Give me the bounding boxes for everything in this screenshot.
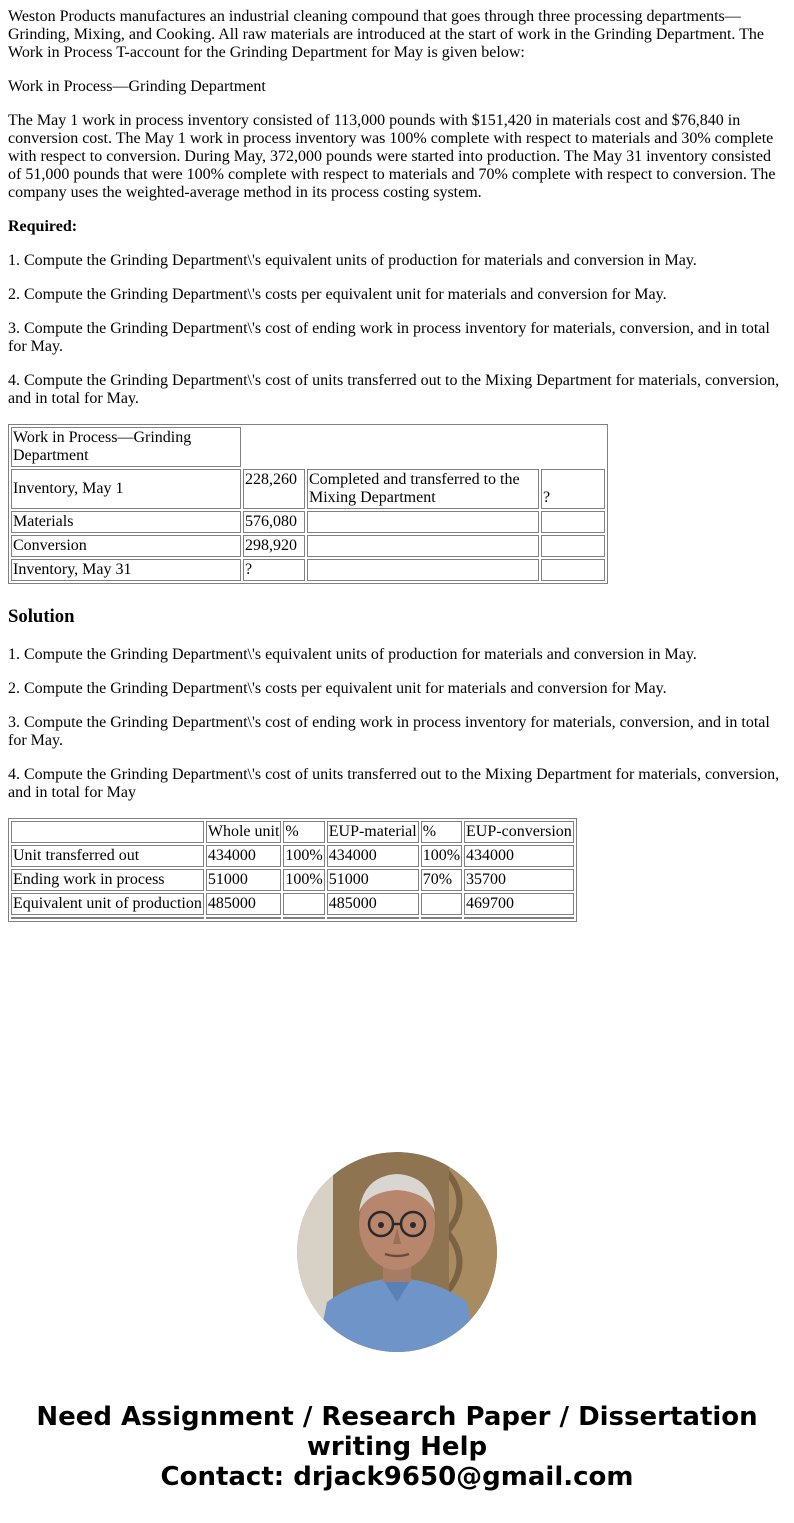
account-title-text: Work in Process—Grinding Department bbox=[8, 78, 266, 95]
solution-question-1: 1. Compute the Grinding Department\'s equivalent units of production for materials and conversion in May. bbox=[8, 646, 697, 663]
author-photo bbox=[297, 1152, 497, 1352]
table-row bbox=[11, 469, 605, 509]
table-row bbox=[11, 893, 574, 915]
row-amount: 576,080 bbox=[243, 511, 305, 533]
question-1: 1. Compute the Grinding Department\'s equivalent units of production for materials and conversion in May. bbox=[8, 252, 697, 269]
table-cell: 434000 bbox=[206, 845, 282, 867]
table-cell: 100% bbox=[283, 845, 324, 867]
table-cell: 434000 bbox=[464, 845, 574, 867]
table-cell: 51000 bbox=[206, 869, 282, 891]
credit-amount bbox=[541, 535, 605, 557]
required-label: Required: bbox=[8, 218, 78, 235]
table-cell: 70% bbox=[421, 869, 462, 891]
credit-amount bbox=[541, 511, 605, 533]
cta-line-1: Need Assignment / Research Paper / Dissertation bbox=[36, 1402, 758, 1432]
row-label: Materials bbox=[11, 511, 241, 533]
header-cell: EUP-conversion bbox=[464, 821, 574, 843]
header-cell: EUP-material bbox=[327, 821, 419, 843]
row-amount: 298,920 bbox=[243, 535, 305, 557]
table-cell: 35700 bbox=[464, 869, 574, 891]
eup-header-row bbox=[11, 821, 574, 843]
credit-label bbox=[307, 559, 539, 581]
contact-banner bbox=[0, 1402, 794, 1492]
cta-line-2: writing Help bbox=[306, 1432, 488, 1462]
table-cell: 100% bbox=[421, 845, 462, 867]
solution-question-4: 4. Compute the Grinding Department\'s cost of units transferred out to the Mixing Department for materials, conversion, and in total for May bbox=[8, 766, 780, 801]
table-cell: 485000 bbox=[206, 893, 282, 915]
table-cell: Equivalent unit of production bbox=[11, 893, 204, 915]
row-amount: ? bbox=[243, 559, 305, 581]
table-row bbox=[11, 535, 605, 557]
author-avatar bbox=[297, 1152, 497, 1352]
credit-label bbox=[307, 511, 539, 533]
row-label: Inventory, May 31 bbox=[11, 559, 241, 581]
footer bbox=[0, 1152, 794, 1492]
table-row-empty bbox=[11, 917, 574, 919]
question-3: 3. Compute the Grinding Department\'s cost of ending work in process inventory for materials, conversion, and in total for May. bbox=[8, 320, 770, 355]
credit-label: Completed and transferred to the Mixing Department bbox=[307, 469, 539, 509]
table-cell: 434000 bbox=[327, 845, 419, 867]
table-cell: Unit transferred out bbox=[11, 845, 204, 867]
t-account-title-row bbox=[11, 427, 605, 467]
table-cell: 100% bbox=[283, 869, 324, 891]
solution-question-2: 2. Compute the Grinding Department\'s costs per equivalent unit for materials and conversion for May. bbox=[8, 680, 667, 697]
credit-label bbox=[307, 535, 539, 557]
table-cell bbox=[421, 893, 462, 915]
question-2: 2. Compute the Grinding Department\'s costs per equivalent unit for materials and conversion for May. bbox=[8, 286, 667, 303]
problem-details: The May 1 work in process inventory consisted of 113,000 pounds with $151,420 in materials cost and $76,840 in conversion cost. The May 1 work in process inventory was 100% complete with respect to materials and 30% complete with respect to conversion. During May, 372,000 pounds were started into production. The May 31 inventory consisted of 51,000 pounds that were 100% complete with respect to materials and 70% complete with respect to conversion. The company uses the weighted-average method in its process costing system. bbox=[8, 112, 776, 201]
solution-heading: Solution bbox=[8, 606, 75, 627]
problem-intro: Weston Products manufactures an industrial cleaning compound that goes through three processing departments—Grinding, Mixing, and Cooking. All raw materials are introduced at the start of work in the Grinding Department. The Work in Process T-account for the Grinding Department for May is given below: bbox=[8, 8, 764, 61]
t-account-title: Work in Process—Grinding Department bbox=[11, 427, 241, 467]
credit-amount: ? bbox=[541, 469, 605, 509]
table-cell: 485000 bbox=[327, 893, 419, 915]
table-cell: Ending work in process bbox=[11, 869, 204, 891]
header-cell: % bbox=[283, 821, 324, 843]
table-row bbox=[11, 845, 574, 867]
table-cell: 469700 bbox=[464, 893, 574, 915]
table-row bbox=[11, 869, 574, 891]
table-cell bbox=[283, 893, 324, 915]
credit-amount bbox=[541, 559, 605, 581]
cta-contact: Contact: drjack9650@gmail.com bbox=[160, 1462, 634, 1492]
header-cell: Whole unit bbox=[206, 821, 282, 843]
table-row bbox=[11, 559, 605, 581]
row-label: Conversion bbox=[11, 535, 241, 557]
table-row bbox=[11, 511, 605, 533]
row-label: Inventory, May 1 bbox=[11, 469, 241, 509]
table-cell: 51000 bbox=[327, 869, 419, 891]
t-account-table bbox=[8, 424, 608, 584]
header-cell bbox=[11, 821, 204, 843]
solution-question-3: 3. Compute the Grinding Department\'s cost of ending work in process inventory for materials, conversion, and in total for May. bbox=[8, 714, 770, 749]
row-amount: 228,260 bbox=[243, 469, 305, 509]
eup-table bbox=[8, 818, 577, 922]
header-cell: % bbox=[421, 821, 462, 843]
question-4: 4. Compute the Grinding Department\'s cost of units transferred out to the Mixing Department for materials, conversion, and in total for May. bbox=[8, 372, 780, 407]
